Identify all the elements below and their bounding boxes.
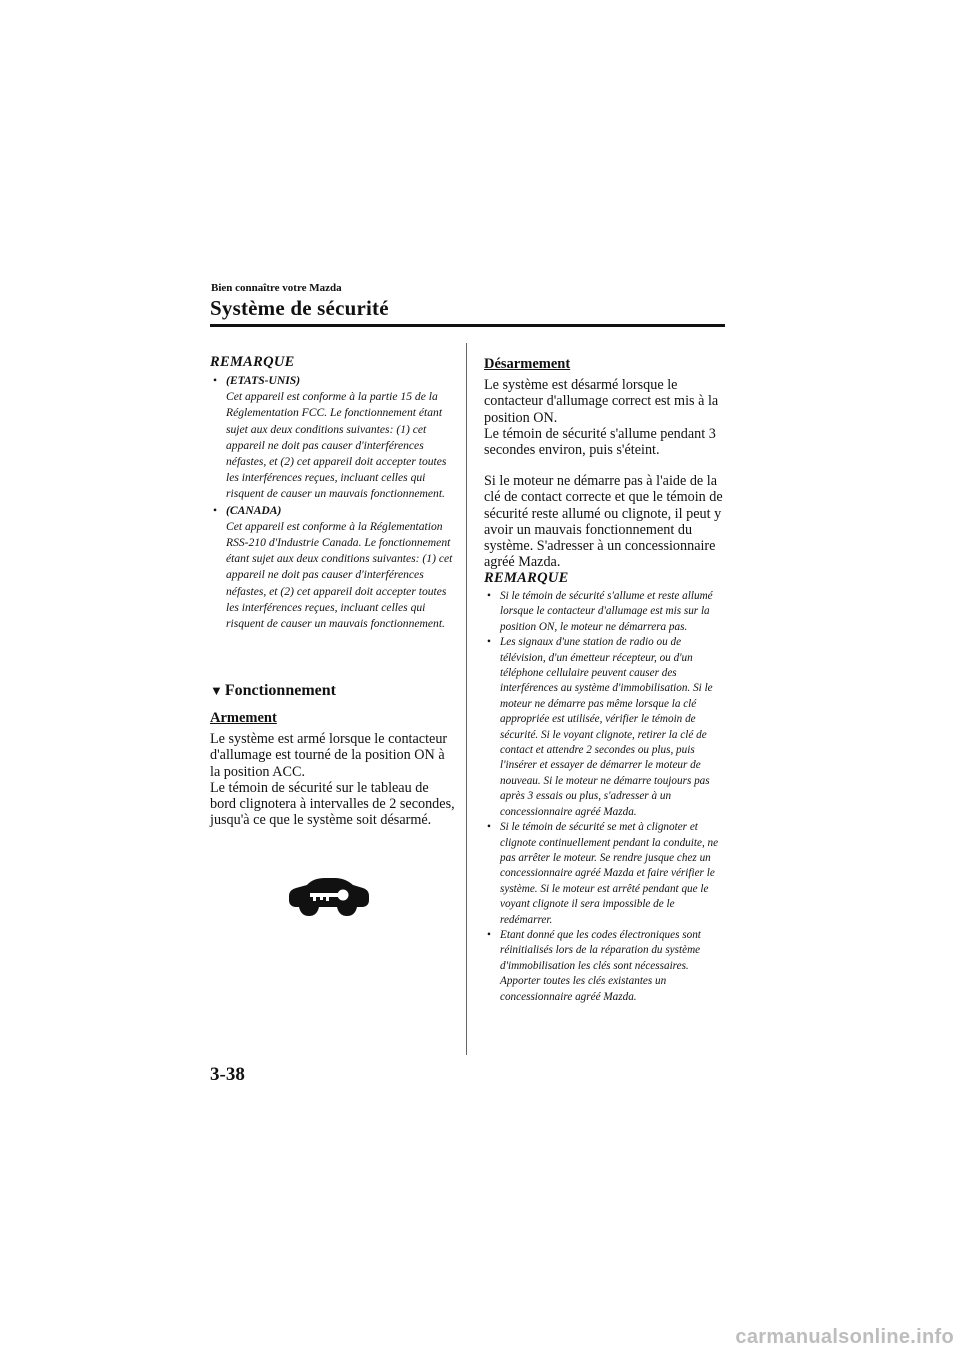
arming-text: Le système est armé lorsque le contacteur d'allumage est tourné de la position ON à la position ACC. Le témoin de sécurité sur le tableau de bord clignotera à intervalles de 2 secondes, jusqu'à ce que le système soit désarmé. [210, 731, 455, 829]
remark-item-usa [210, 373, 454, 503]
column-divider [466, 343, 467, 1055]
section-heading [210, 682, 336, 700]
remark-item-title: • (ETATS-UNIS) [226, 374, 301, 387]
section-label: Bien connaître votre Mazda [211, 282, 342, 294]
section-heading-text: Fonctionnement [224, 682, 336, 699]
remark-item: • Si le témoin de sécurité s'allume et reste allumé lorsque le contacteur d'allumage est mis sur la position ON, le moteur ne démarrera pas. [484, 589, 729, 635]
remark-item-text: Cet appareil est conforme à la partie 15 de la Réglementation FCC. Le fonctionnement étant sujet aux deux conditions suivantes: (1) cet appareil ne doit pas causer d'interférences néfastes, et (2) cet appareil doit accepter toutes les interférences reçues, incluant celles qui risquent de causer un mauvais fonctionnement. [226, 390, 447, 501]
remark-item: • Etant donné que les codes électroniques sont réinitialisés lors de la réparation du système d'immobilisation les clés sont nécessaires. Apporter toutes les clés existantes un concessionnaire agréé Mazda. [484, 928, 729, 1005]
remark-item-canada [210, 503, 454, 633]
watermark: carmanualsonline.info [735, 1326, 954, 1348]
disarming-text: Le système est désarmé lorsque le contacteur d'allumage correct est mis à la position ON. Le témoin de sécurité s'allume pendant 3 secondes environ, puis s'éteint. [484, 377, 719, 459]
remark-item-title: • (CANADA) [226, 503, 282, 517]
remark-list-left [210, 373, 454, 632]
security-indicator-car-key-icon [283, 876, 373, 918]
remark-item: • Les signaux d'une station de radio ou de télévision, d'un émetteur récepteur, ou d'un téléphone cellulaire peuvent causer des interférences au système d'immobilisation. Si le moteur ne démarre pas même lorsque la clé appropriée est utilisée, vérifier le témoin de sécurité. Si le voyant clignote, retirer la clé de contact et attendre 2 secondes ou plus, puis l'insérer et essayer de démarrer le moteur de nouveau. Si le moteur ne démarre toujours pas après 3 essais ou plus, s'adresser à un concessionnaire agréé Mazda. [484, 635, 729, 820]
page-number: 3-38 [210, 1064, 245, 1085]
disarming-followup-text: Si le moteur ne démarre pas à l'aide de la clé de contact correcte et que le témoin de sécurité reste allumé ou clignote, il peut y avoir un mauvais fonctionnement du système. S'adresser à un concessionnaire agréé Mazda. [484, 473, 723, 571]
remark-heading-left: REMARQUE [210, 354, 295, 370]
remark-list-right [484, 589, 729, 1005]
title-rule [210, 324, 725, 327]
triangle-marker-icon: ▼ [210, 683, 223, 698]
disarming-heading: Désarmement [484, 356, 571, 372]
arming-heading: Armement [210, 710, 277, 726]
remark-item-text: Cet appareil est conforme à la Réglementation RSS-210 d'Industrie Canada. Le fonctionnement étant sujet aux deux conditions suivantes: (1) cet appareil ne doit pas causer d'interférences néfastes, et (2) cet appareil doit accepter toutes les interférences reçues, incluant celles qui risquent de causer un mauvais fonctionnement. [226, 519, 453, 631]
remark-heading-right: REMARQUE [484, 570, 569, 586]
remark-item: • Si le témoin de sécurité se met à clignoter et clignote continuellement pendant la conduite, ne pas arrêter le moteur. Se rendre jusque chez un concessionnaire agréé Mazda et faire vérifier le système. Si le moteur est arrêté pendant que le voyant clignote il sera impossible de le redémarrer. [484, 820, 729, 928]
page-title: Système de sécurité [210, 296, 389, 320]
